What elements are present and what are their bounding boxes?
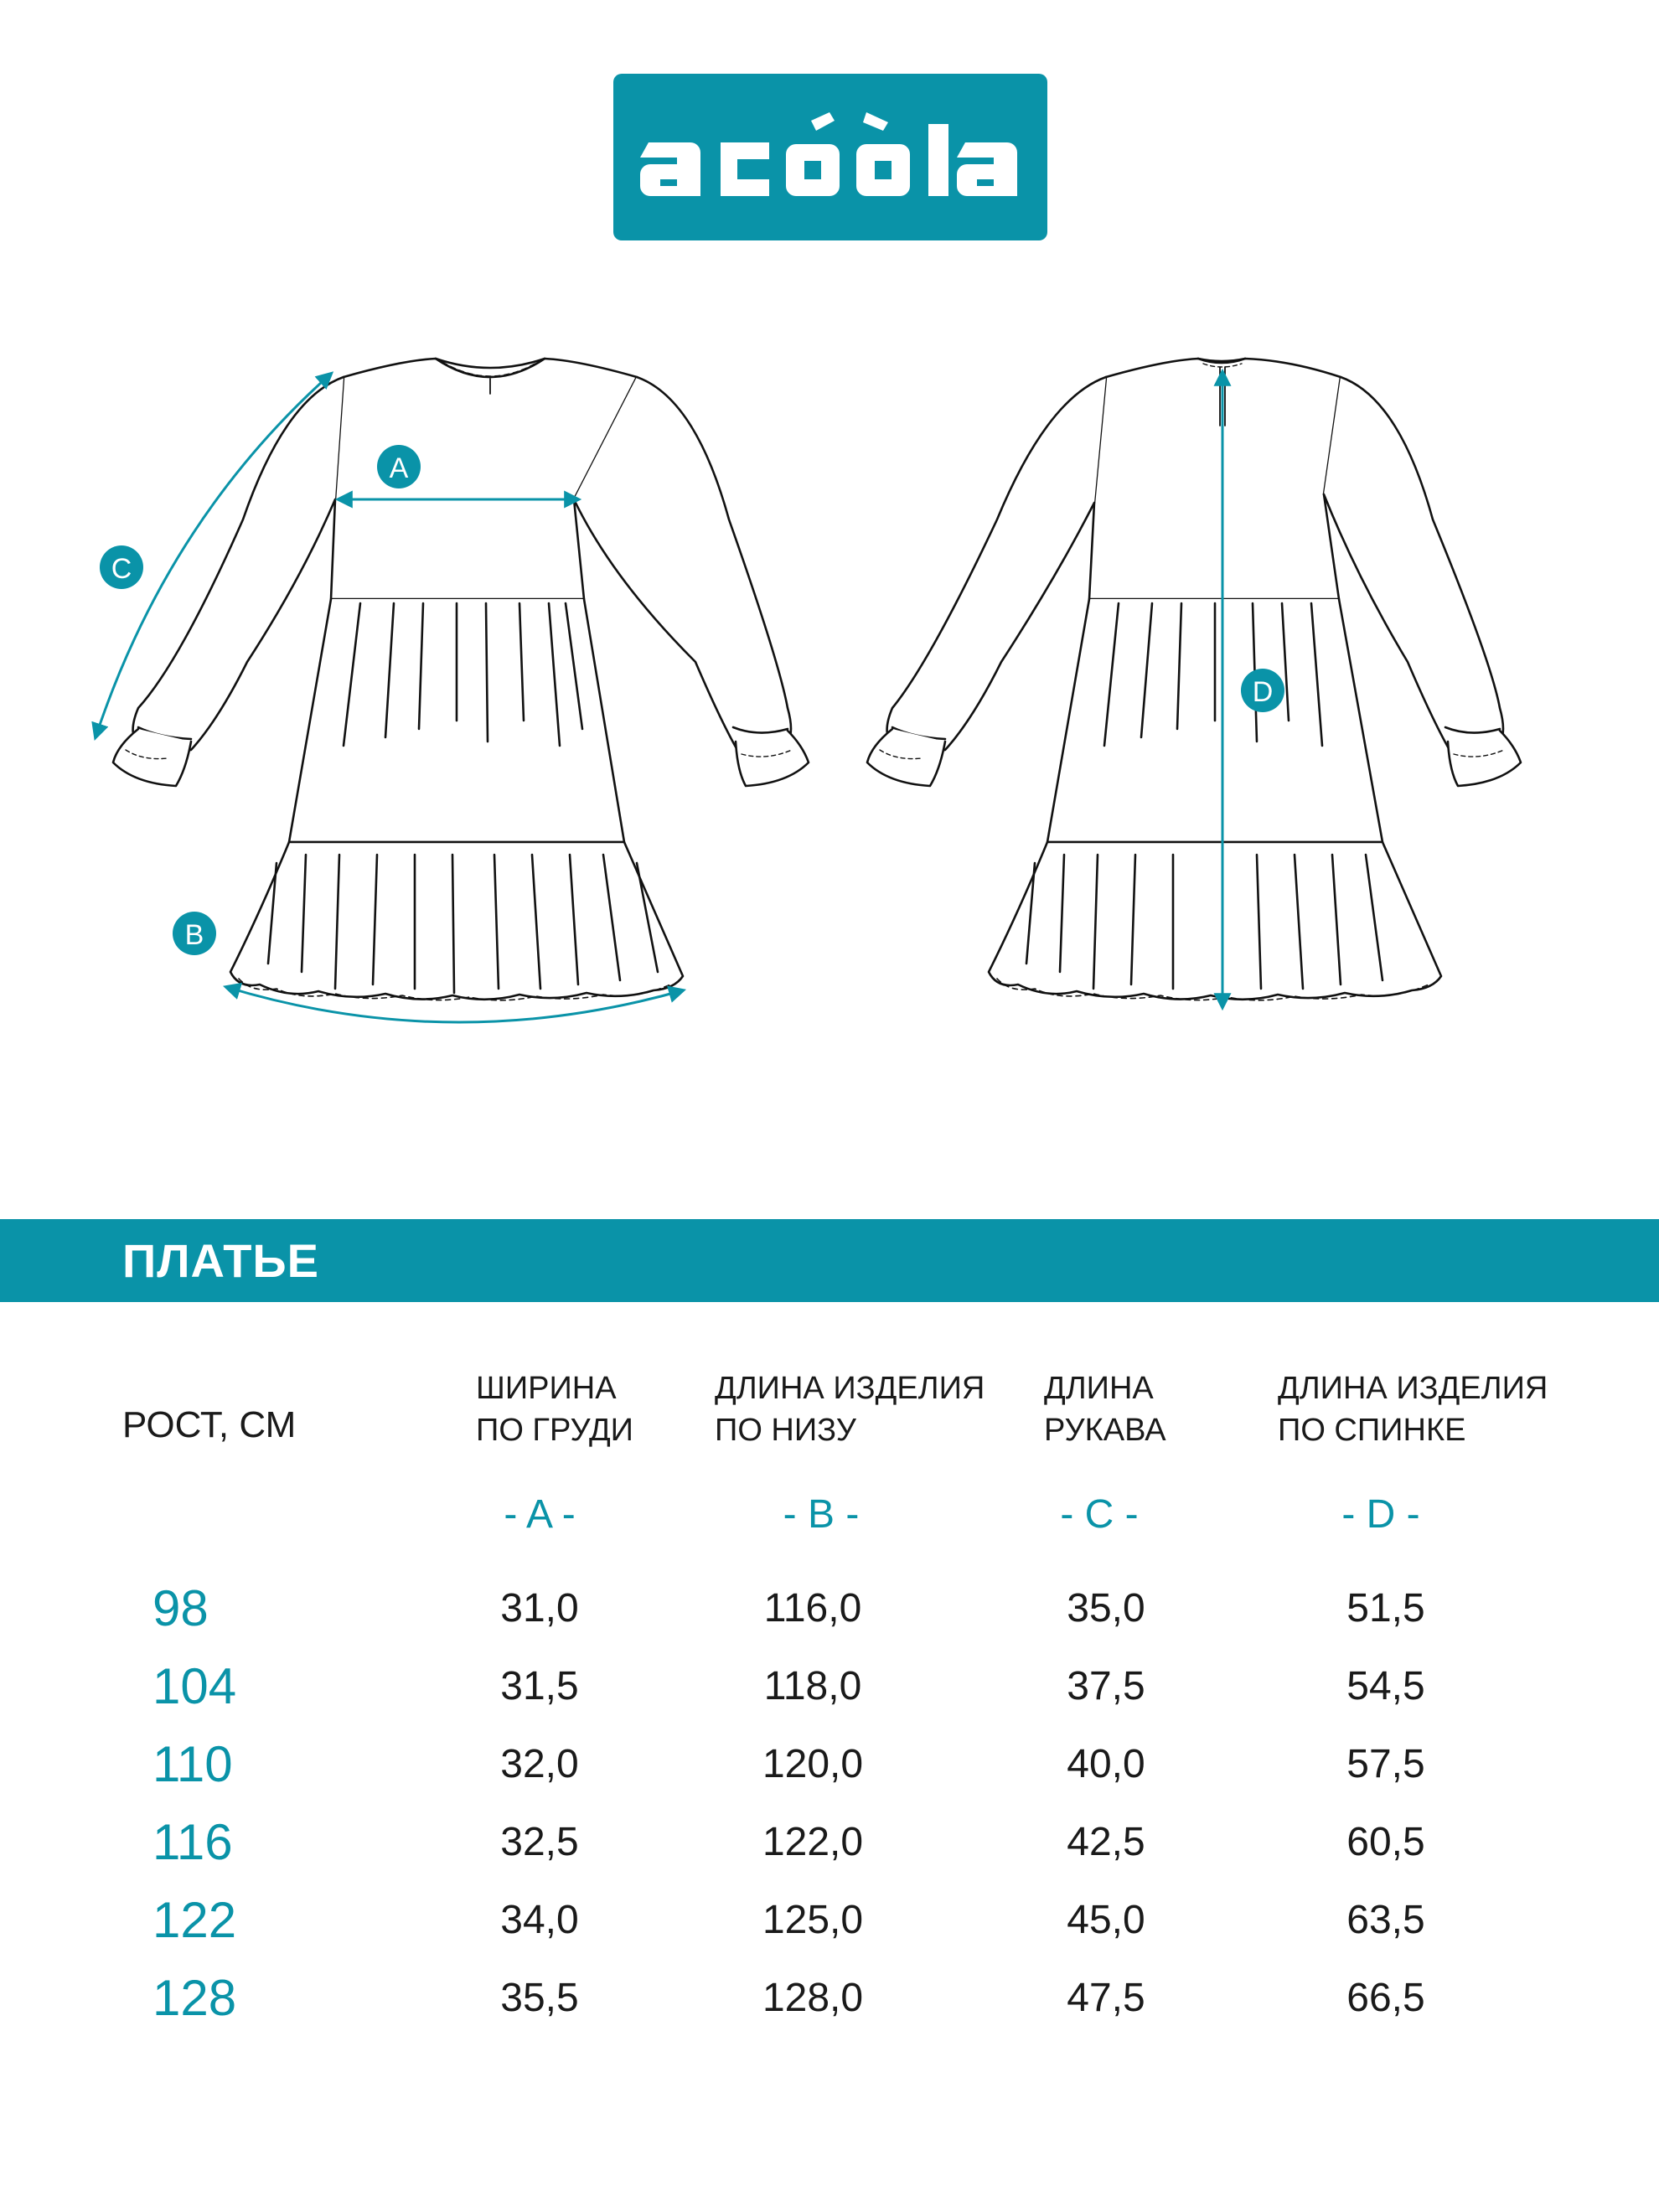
label-c-marker: [100, 545, 143, 589]
label-a-marker: [377, 445, 421, 488]
table-row: [0, 1731, 1659, 1809]
height-value: 110: [152, 1736, 233, 1792]
column-header-bottom-length: ДЛИНА ИЗДЕЛИЯ ПО НИЗУ: [715, 1371, 985, 1448]
svg-text:B: B: [184, 919, 204, 951]
back-length-value: 66,5: [1346, 1976, 1425, 2020]
dress-front-view: [113, 359, 809, 1000]
chest-width-value: 32,0: [500, 1742, 579, 1786]
bottom-length-value: 120,0: [762, 1742, 864, 1786]
table-row: [0, 1887, 1659, 1965]
svg-text:A: A: [389, 452, 409, 484]
brand-logo: [613, 74, 1047, 240]
back-length-value: 60,5: [1346, 1820, 1425, 1864]
table-row: [0, 1965, 1659, 2043]
height-value: 98: [152, 1580, 209, 1636]
sleeve-length-value: 37,5: [1067, 1664, 1145, 1708]
column-header-chest-width: ШИРИНА ПО ГРУДИ: [476, 1371, 633, 1448]
bottom-length-value: 128,0: [762, 1976, 864, 2020]
svg-text:C: C: [111, 553, 132, 585]
logo-wordmark: [613, 74, 1047, 240]
label-d-marker: [1241, 669, 1284, 712]
column-letter-a: - A -: [504, 1492, 576, 1537]
sleeve-length-value: 40,0: [1067, 1742, 1145, 1786]
sleeve-length-value: 45,0: [1067, 1898, 1145, 1942]
column-header-back-length: ДЛИНА ИЗДЕЛИЯ ПО СПИНКЕ: [1278, 1371, 1548, 1448]
chest-width-value: 35,5: [500, 1976, 579, 2020]
column-letter-b: - B -: [783, 1492, 860, 1537]
row-header-height: РОСТ, СМ: [122, 1404, 297, 1445]
back-length-value: 54,5: [1346, 1664, 1425, 1708]
chest-width-value: 31,0: [500, 1586, 579, 1631]
height-value: 104: [152, 1658, 237, 1714]
chest-width-value: 34,0: [500, 1898, 579, 1942]
column-letter-c: - C -: [1060, 1492, 1139, 1537]
back-length-value: 63,5: [1346, 1898, 1425, 1942]
dress-back-view: [867, 359, 1521, 1000]
section-banner: [0, 1219, 1659, 1302]
height-value: 122: [152, 1892, 237, 1948]
svg-text:D: D: [1252, 676, 1274, 708]
chest-width-value: 31,5: [500, 1664, 579, 1708]
height-value: 116: [152, 1814, 233, 1870]
table-row: [0, 1575, 1659, 1653]
bottom-length-value: 125,0: [762, 1898, 864, 1942]
back-length-value: 57,5: [1346, 1742, 1425, 1786]
bottom-length-value: 118,0: [763, 1664, 862, 1708]
sleeve-length-value: 35,0: [1067, 1586, 1145, 1631]
table-row: [0, 1809, 1659, 1887]
bottom-length-value: 116,0: [763, 1586, 862, 1631]
section-title: ПЛАТЬЕ: [122, 1234, 320, 1287]
sleeve-length-value: 42,5: [1067, 1820, 1145, 1864]
column-header-sleeve-length: ДЛИНА РУКАВА: [1044, 1371, 1166, 1448]
sleeve-length-value: 47,5: [1067, 1976, 1145, 2020]
label-b-marker: [173, 912, 216, 955]
back-length-value: 51,5: [1346, 1586, 1425, 1631]
chest-width-value: 32,5: [500, 1820, 579, 1864]
column-letter-d: - D -: [1341, 1492, 1420, 1537]
table-row: [0, 1653, 1659, 1731]
bottom-length-value: 122,0: [762, 1820, 864, 1864]
height-value: 128: [152, 1970, 237, 2026]
dress-technical-drawing: [0, 327, 1659, 1047]
